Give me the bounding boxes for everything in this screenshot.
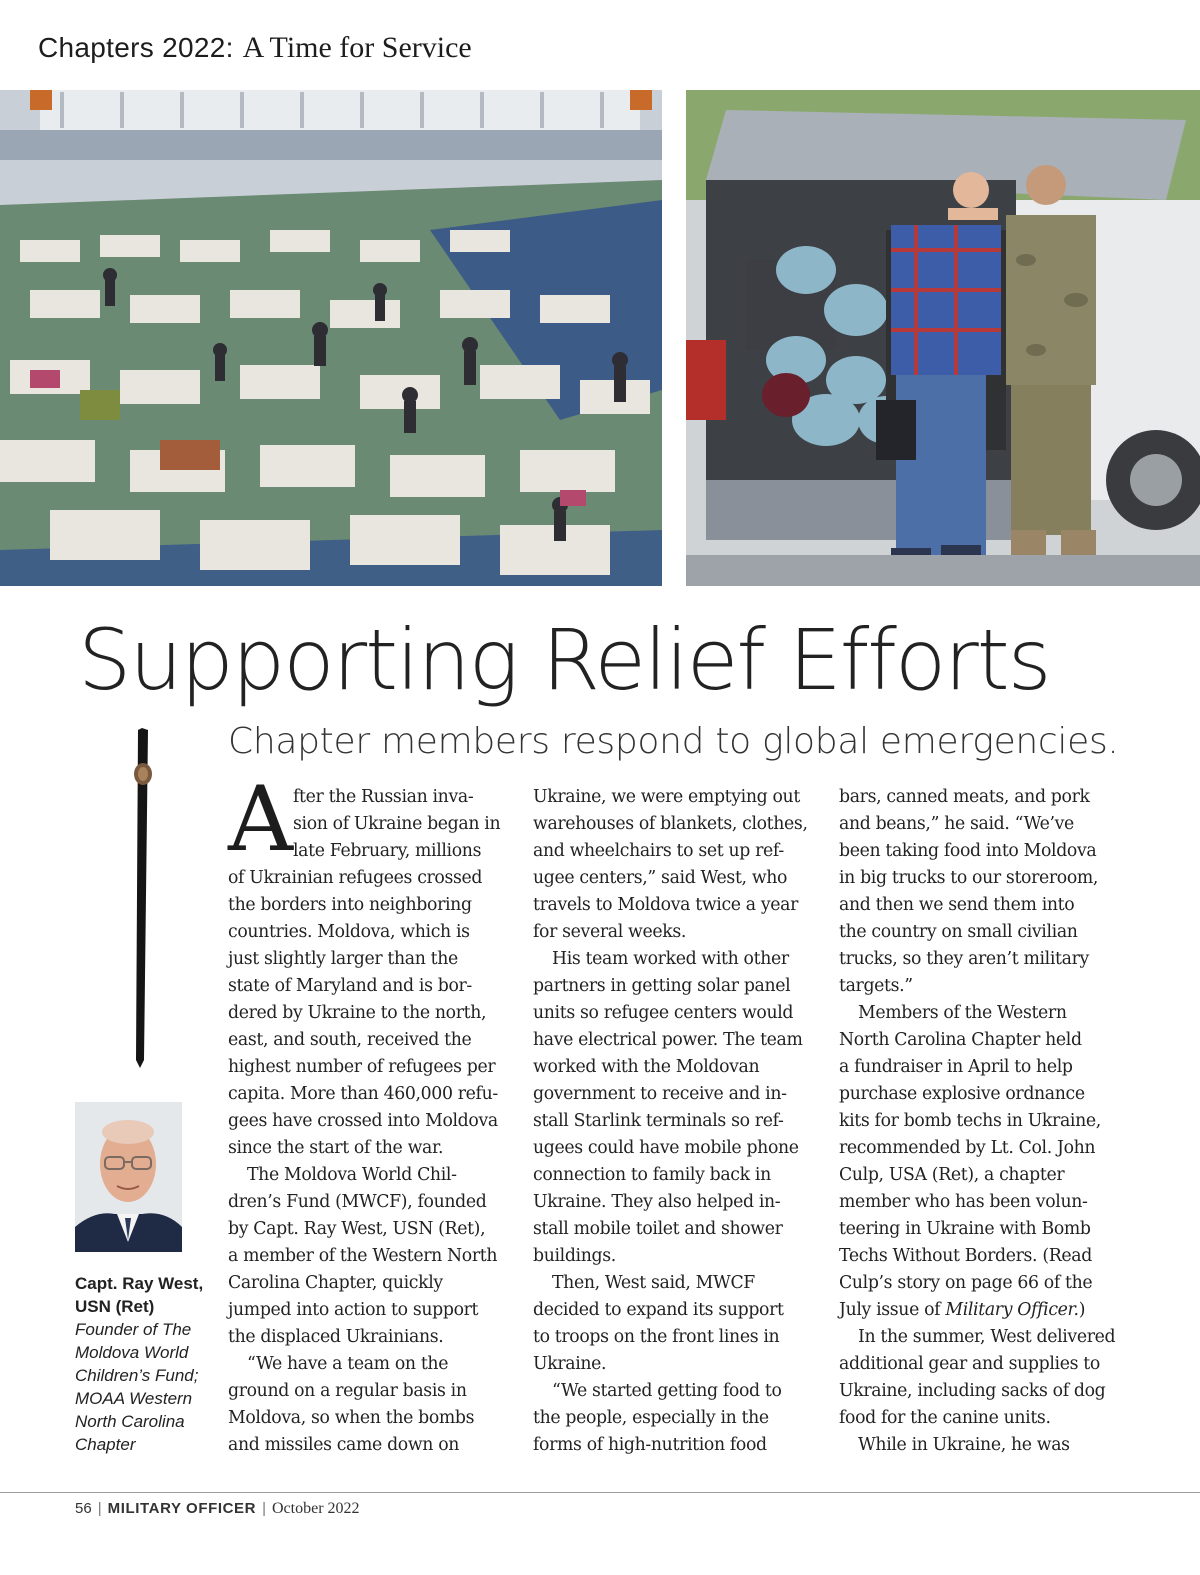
body-line: purchase explosive ordnance [839,1084,1085,1104]
body-line: fter the Russian inva- [293,787,474,807]
deck: Chapter members respond to global emergencies. [228,721,1119,762]
body-line: jumped into action to support [228,1300,479,1320]
magazine-name: MILITARY OFFICER [107,1500,257,1517]
body-line: “We have a team on the [247,1354,449,1374]
body-line: North Carolina Chapter held [839,1030,1082,1050]
body-line: The Moldova World Chil- [247,1165,457,1185]
body-line: additional gear and supplies to [839,1354,1100,1374]
body-line: by Capt. Ray West, USN (Ret), [228,1219,486,1239]
body-line: stall Starlink terminals so ref- [533,1111,784,1131]
body-line: Ukraine. They also helped in- [533,1192,781,1212]
body-line: connection to family back in [533,1165,771,1185]
body-line: east, and south, received the [228,1030,472,1050]
body-line: Carolina Chapter, quickly [228,1273,443,1293]
body-line: Ukraine, including sacks of dog [839,1381,1106,1401]
headline: Supporting Relief Efforts [78,611,1050,709]
body-line: been taking food into Moldova [839,841,1097,861]
body-column-1 [228,784,510,1459]
caption-description: North Carolina [75,1412,185,1431]
page-footer [75,1497,360,1520]
body-line: units so refugee centers would [533,1003,794,1023]
body-line: in big trucks to our storeroom, [839,868,1099,888]
caption-name: USN (Ret) [75,1297,155,1316]
body-line: and wheelchairs to set up ref- [533,841,784,861]
body-line: state of Maryland and is bor- [228,976,472,996]
page-number: 56 [75,1500,92,1517]
body-column-3 [839,784,1121,1459]
body-line: of Ukrainian refugees crossed [228,868,483,888]
body-line: highest number of refugees per [228,1057,496,1077]
body-line: recommended by Lt. Col. John [839,1138,1096,1158]
body-line: dered by Ukraine to the north, [228,1003,487,1023]
body-line: travels to Moldova twice a year [533,895,799,915]
body-line: countries. Moldova, which is [228,922,470,942]
body-line: partners in getting solar panel [533,976,791,996]
body-line: His team worked with other [552,949,789,969]
body-line: Then, West said, MWCF [552,1273,755,1293]
refugee-shelter-photo [0,90,662,586]
running-head-prefix: Chapters 2022: [38,32,234,63]
van-supplies-photo [686,90,1200,586]
body-line: dren’s Fund (MWCF), founded [228,1192,487,1212]
body-line: and then we send them into [839,895,1075,915]
body-line: ugees could have mobile phone [533,1138,799,1158]
body-line: the borders into neighboring [228,895,472,915]
body-line [839,1297,1121,1324]
photo-caption [75,1272,215,1456]
body-line: decided to expand its support [533,1300,784,1320]
body-column-2 [533,784,815,1459]
issue-date: October 2022 [271,1500,360,1517]
body-line: trucks, so they aren’t military [839,949,1089,969]
body-line: buildings. [533,1246,616,1266]
body-line: for several weeks. [533,922,687,942]
body-line: “We started getting food to [552,1381,782,1401]
body-line: teering in Ukraine with Bomb [839,1219,1091,1239]
body-line: forms of high-nutrition food [533,1435,767,1455]
body-text: ) [1078,1300,1086,1320]
body-line: ugee centers,” said West, who [533,868,788,888]
body-line: bars, canned meats, and pork [839,787,1090,807]
caption-description: Children’s Fund; [75,1366,199,1385]
body-line: While in Ukraine, he was [858,1435,1070,1455]
body-line: Moldova, so when the bombs [228,1408,475,1428]
body-line: the people, especially in the [533,1408,769,1428]
body-line: capita. More than 460,000 refu- [228,1084,498,1104]
body-line: warehouses of blankets, clothes, [533,814,808,834]
body-line: Techs Without Borders. (Read [839,1246,1092,1266]
body-line: since the start of the war. [228,1138,444,1158]
body-line: targets.” [839,976,913,996]
body-line: worked with the Moldovan [533,1057,760,1077]
body-line: have electrical power. The team [533,1030,803,1050]
body-line: stall mobile toilet and shower [533,1219,783,1239]
caption-description: Chapter [75,1435,136,1454]
body-line: Culp’s story on page 66 of the [839,1273,1093,1293]
pen-icon [118,728,162,1068]
running-head [38,30,472,66]
caption-description: MOAA Western [75,1389,193,1408]
running-head-title: A Time for Service [242,31,472,64]
drop-cap: A [228,767,293,872]
body-line: ground on a regular basis in [228,1381,467,1401]
caption-description: Moldova World [75,1343,189,1362]
body-line: gees have crossed into Moldova [228,1111,498,1131]
footer-separator: | [97,1500,102,1517]
body-line: late February, millions [293,841,482,861]
body-line: to troops on the front lines in [533,1327,780,1347]
body-line: the displaced Ukrainians. [228,1327,444,1347]
body-line: In the summer, West delivered [858,1327,1116,1347]
body-line: kits for bomb techs in Ukraine, [839,1111,1101,1131]
body-line: and beans,” he said. “We’ve [839,814,1074,834]
body-line: the country on small civilian [839,922,1078,942]
body-line: Culp, USA (Ret), a chapter [839,1165,1065,1185]
caption-description: Founder of The [75,1320,192,1339]
body-line: sion of Ukraine began in [293,814,501,834]
caption-name: Capt. Ray West, [75,1274,204,1293]
body-line: government to receive and in- [533,1084,787,1104]
body-text: July issue of [839,1300,946,1320]
portrait-photo [75,1102,182,1252]
footer-divider [0,1492,1200,1493]
body-line: just slightly larger than the [228,949,458,969]
body-line: food for the canine units. [839,1408,1051,1428]
body-line: a member of the Western North [228,1246,498,1266]
body-line: and missiles came down on [228,1435,460,1455]
body-line: member who has been volun- [839,1192,1088,1212]
body-line: a fundraiser in April to help [839,1057,1073,1077]
magazine-title-italic: Military Officer. [945,1300,1079,1320]
body-line: Ukraine. [533,1354,607,1374]
body-line: Members of the Western [858,1003,1067,1023]
body-line: Ukraine, we were emptying out [533,787,800,807]
footer-separator: | [262,1500,266,1517]
